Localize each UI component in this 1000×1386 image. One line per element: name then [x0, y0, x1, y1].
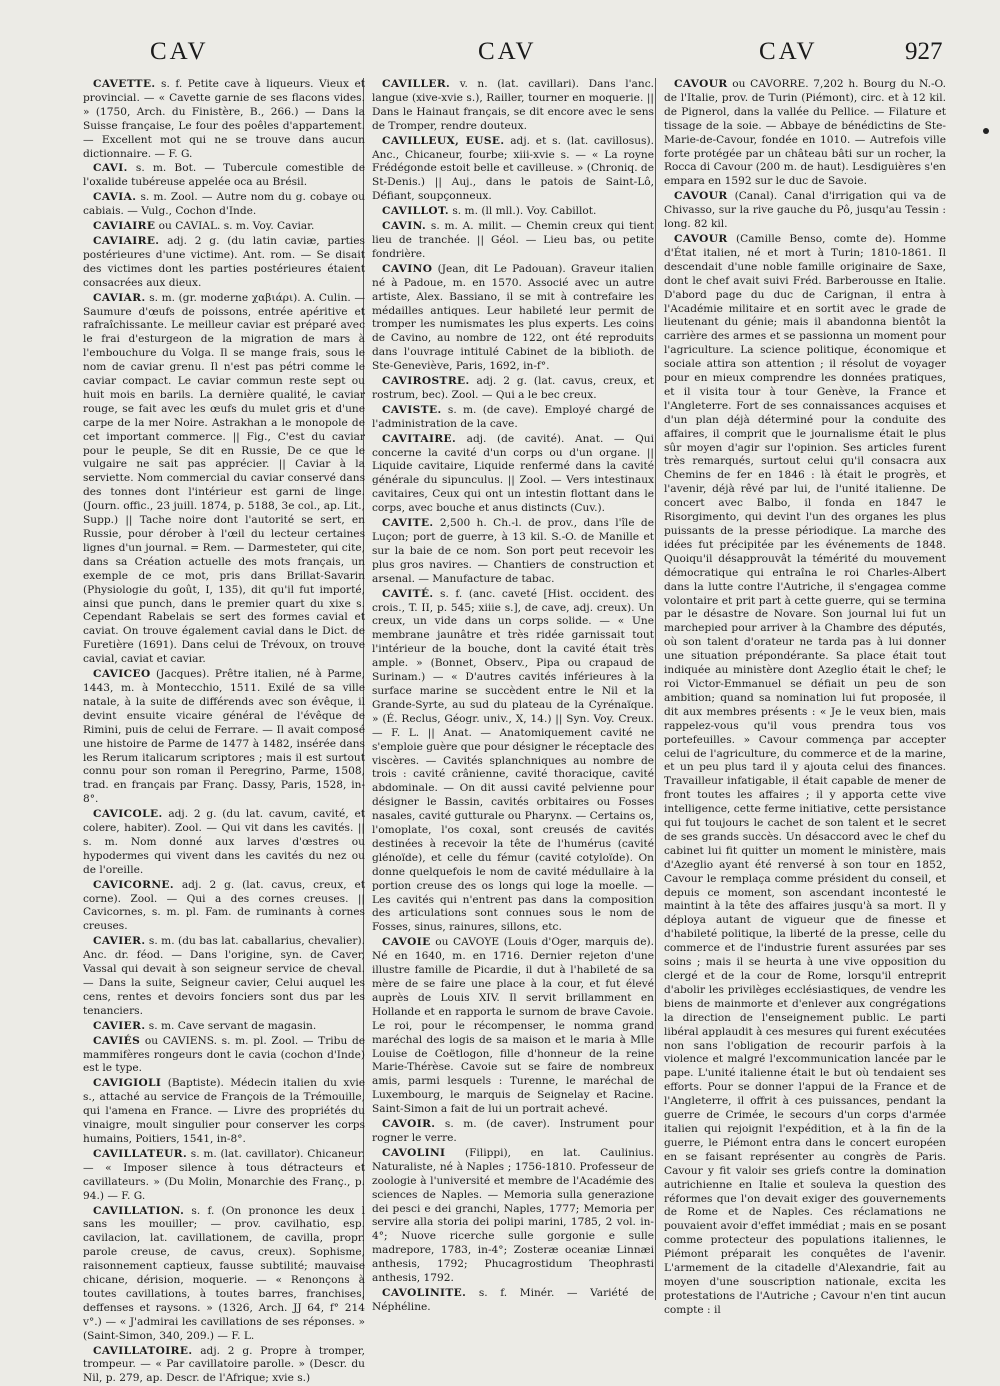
- entry-headword: CAVILLEUX, EUSE.: [382, 134, 505, 147]
- dictionary-entry: [83, 1148, 365, 1204]
- entry-definition: s. m. (de cave). Employé chargé de l'administration de la cave.: [372, 403, 654, 430]
- entry-definition: (Filippi), en lat. Caulinius. Naturaliste, né à Naples ; 1756-1810. Professeur de zoologie à l'université et membre de l'Académie des sciences de Naples. — Memoria sulla generazione dei pesci e dei granchi, Naples, 1777; Memoria per servire alla storia dei polipi marini, 1785, 2 vol. in-4°; Nuove ricerche sulle gorgonie e sulle madrepore, 1783, in-4°; Zosteræ oceaniæ Linnæi anthesis, 1792; Phucagrostidum Theophrasti anthesis, 1792.: [372, 1146, 654, 1285]
- running-header-center: CAV: [478, 38, 537, 65]
- entry-definition: ou CAVIENS. s. m. pl. Zool. — Tribu de mammifères rongeurs dont le cavia (cochon d'Inde) est le type.: [83, 1034, 365, 1075]
- entry-definition: (Canal). Canal d'irrigation qui va de Chivasso, sur la rive gauche du Pô, jusqu'au Tessin : long. 82 kil.: [664, 190, 946, 231]
- entry-definition: adj. 2 g. Propre à tromper, trompeur. — « Par cavillatoire parolle. » (Descr. du Nil, p. 279, ap. Descr. de l'Afrique; xvie s.): [83, 1344, 365, 1385]
- dictionary-entry: [83, 1035, 365, 1077]
- entry-headword: CAVIN.: [382, 220, 427, 233]
- entry-headword: CAVILLOT.: [382, 205, 449, 218]
- entry-definition: s. m. Zool. — Autre nom du g. cobaye ou cabiais. — Vulg., Cochon d'Inde.: [83, 191, 365, 218]
- entry-headword: CAVIA.: [93, 191, 137, 204]
- entry-headword: CAVOIE: [382, 936, 431, 949]
- dictionary-entry: [372, 936, 654, 1117]
- entry-definition: adj. 2 g. (lat. cavus, creux, et corne). Zool. — Qui a des cornes creuses. || Cavicornes, s. m. pl. Fam. de ruminants à cornes creuses.: [83, 878, 365, 933]
- entry-headword: CAVETTE.: [93, 78, 156, 90]
- entry-definition: adj. 2 g. (lat. cavus, creux, et rostrum, bec). Zool. — Qui a le bec creux.: [372, 375, 654, 401]
- dictionary-entry: [83, 1205, 365, 1344]
- dictionary-entry: [372, 78, 654, 134]
- column-2: [372, 78, 655, 1313]
- entry-headword: CAVITÉ.: [382, 587, 434, 600]
- dictionary-entry: [372, 404, 654, 432]
- entry-headword: CAVINO: [382, 262, 433, 275]
- dictionary-entry: [83, 1077, 365, 1147]
- entry-definition: adj. 2 g. (du lat. cavum, cavité, et colere, habiter). Zool. — Qui vit dans les cavités. || s. m. Nom donné aux larves d'œstres ou hypodermes qui vivent dans les cavités du nez ou de l'oreille.: [83, 808, 365, 876]
- entry-headword: CAVOIR.: [382, 1118, 436, 1131]
- entry-headword: CAVILLATOIRE.: [93, 1344, 193, 1357]
- entry-headword: CAVICORNE.: [93, 878, 174, 891]
- column-3: [664, 78, 946, 1316]
- entry-headword: CAVIÉS: [93, 1034, 141, 1047]
- column-divider: [655, 78, 656, 1300]
- entry-headword: CAVOLINI: [382, 1146, 446, 1159]
- dictionary-entry: [372, 205, 654, 219]
- dictionary-entry: [664, 190, 946, 232]
- entry-headword: CAVOUR: [674, 232, 728, 245]
- entry-headword: CAVI.: [93, 162, 128, 175]
- entry-definition: ou CAVIAL. s. m. Voy. Caviar.: [155, 220, 315, 233]
- dictionary-entry: [372, 1118, 654, 1146]
- entry-definition: ou CAVORRE. 7,202 h. Bourg du N.-O. de l'Italie, prov. de Turin (Piémont), circ. et à 12 kil. de Pignerol, dans la vallée du Pellice. — Filature et tissage de la soie. — Abbaye de bénédictins de Ste-Marie-de-Cavour, fondée en 1010. — Autrefois ville forte protégée par un château bâti sur un rocher, la Rocca di Cavour (200 m. de haut). Lesdiguières s'en empara en 1592 sur le duc de Savoie.: [664, 78, 946, 188]
- entry-headword: CAVIAR.: [93, 291, 146, 304]
- entry-definition: s. m. (de caver). Instrument pour rogner le verre.: [372, 1118, 654, 1144]
- entry-headword: CAVIROSTRE.: [382, 375, 470, 388]
- margin-dot: [983, 128, 989, 134]
- entry-headword: CAVIER.: [93, 935, 146, 948]
- entry-definition: s. f. (On prononce les deux l sans les mouiller; — prov. cavilhatio, esp. cavilacion, lat. cavillationem, de cavilla, propr. parole creuse, de cavus, creux). Sophisme, raisonnement captieux, fausse subtilité; mauvaise chicane, dérision, moquerie. — « Renonçons à toutes cavillations, à toutes barres, franchises, deffenses et raysons. » (1326, Arch. JJ 64, f° 214 v°.) — « J'admirai les cavillations de ses réponses. » (Saint-Simon, 340, 209.) — F. L.: [83, 1204, 365, 1342]
- entry-definition: (Jacques). Prêtre italien, né à Parme, 1443, m. à Montecchio, 1511. Exilé de sa ville natale, à la suite de différends avec son évêque, il devint ensuite vicaire général de l'évêque de Rimini, puis de celui de Ferrare. — Il avait composé une histoire de Parme de 1477 à 1482, insérée dans les Rerum italicarum scriptores ; mais il est surtout connu pour son roman il Peregrino, Parme, 1508, trad. en français par Franç. Dassy, Paris, 1528, in-8°.: [83, 668, 365, 806]
- entry-definition: adj. et s. (lat. cavillosus). Anc., Chicaneur, fourbe; xiii-xvie s. — « La royne Frédégonde estoit belle et cavilleuse. » (Chroniq. de St-Denis.) || Auj., dans le patois de Saint-Lô, Défiant, soupçonneux.: [372, 134, 654, 203]
- entry-definition: s. m. (ll mll.). Voy. Cabillot.: [449, 205, 597, 218]
- running-header-left: CAV: [150, 38, 209, 65]
- entry-headword: CAVOUR: [674, 190, 728, 203]
- entry-definition: v. n. (lat. cavillari). Dans l'anc. langue (xive-xvie s.), Railler, tourner en moquerie. || Dans le Hainaut français, se dit encore avec le sens de Tromper, rendre douteux.: [372, 78, 654, 132]
- entry-headword: CAVICOLE.: [93, 808, 163, 821]
- entry-definition: s. f. (anc. caveté [Hist. occident. des crois., T. II, p. 545; xiiie s.], de cave, adj. creux). Un creux, un vide dans un corps solide. — « Une membrane jaunâtre et très ridée garnissait tout l'intérieur de la bouche, dont la cavité était très ample. » (Bonnet, Observ., Pipa ou crapaud de Surinam.) — « D'autres cavités inférieures à la surface marine se succèdent entre le Nil et la Grande-Syrte, au sud du plateau de la Cyrénaïque. » (É. Reclus, Géogr. univ., X, 14.) || Syn. Voy. Creux. — F. L. || Anat. — Anatomiquement cavité ne s'emploie guère que pour désigner le réceptacle des viscères. — Cavités splanchniques au nombre de trois : cavité crânienne, cavité thoracique, cavité abdominale. — On dit aussi cavité pelvienne pour désigner le Bassin, cavités orbitaires ou Fosses nasales, cavité gutturale ou Pharynx. — Certains os, l'omoplate, l'os coxal, sont creusés de cavités destinées à recevoir la tête de l'humérus (cavité glénoïde), et celle du fémur (cavité cotyloïde). On donne quelquefois le nom de cavité médullaire à la portion creuse des os longs qui loge la moelle. — Les cavités qui n'entrent pas dans la composition des articulations sont connues sous le nom de Fosses, sinus, rainures, sillons, etc.: [372, 587, 655, 934]
- dictionary-entry: [83, 292, 365, 667]
- dictionary-entry: [83, 935, 365, 1018]
- entry-headword: CAVOLINITE.: [382, 1286, 467, 1299]
- dictionary-entry: [83, 235, 365, 291]
- entry-headword: CAVITAIRE.: [382, 432, 457, 445]
- dictionary-entry: [664, 233, 946, 1318]
- dictionary-entry: [664, 78, 946, 189]
- entry-definition: s. m. Bot. — Tubercule comestible de l'oxalide tubéreuse appelée oca au Brésil.: [83, 162, 365, 189]
- entry-definition: ou CAVOYE (Louis d'Oger, marquis de). Né en 1640, m. en 1716. Dernier rejeton d'une illustre famille de Picardie, il dut à l'habileté de sa mère de se faire une place à la cour, et fut élevé auprès de Louis XIV. Il servit brillamment en Hollande et en rapporta le surnom de brave Cavoie. Le roi, pour le récompenser, le nomma grand maréchal des logis de sa maison et le maria à Mlle Louise de Coëtlogon, fille d'honneur de la reine Marie-Thérèse. Cavoie sut se faire de nombreux amis, parmi lesquels : Turenne, le maréchal de Luxembourg, le marquis de Seignelay et Racine. Saint-Simon a fait de lui un portrait achevé.: [372, 936, 654, 1116]
- entry-definition: (Jean, dit Le Padouan). Graveur italien né à Padoue, m. en 1570. Associé avec un autre artiste, Alex. Bassiano, il se mit à contrefaire les médailles antiques. Leur habileté leur permit de tromper les numismates les plus experts. Les coins de Cavino, au nombre de 122, ont été reproduits dans l'ouvrage intitulé Cabinet de la biblioth. de Ste-Geneviève, Paris, 1692, in-f°.: [372, 262, 654, 373]
- entry-definition: s. m. A. milit. — Chemin creux qui tient lieu de tranchée. || Géol. — Lieu bas, ou petite fondrière.: [372, 220, 654, 260]
- entry-definition: s. m. (lat. cavillator). Chicaneur. — « Imposer silence à tous détracteurs et cavillateurs. » (Du Molin, Monarchie des Franç., p. 94.) — F. G.: [83, 1147, 365, 1202]
- entry-headword: CAVICEO: [93, 668, 151, 681]
- entry-headword: CAVIAIRE.: [93, 234, 160, 247]
- dictionary-entry: [83, 1020, 365, 1034]
- column-1: [83, 78, 365, 1385]
- dictionary-entry: [372, 517, 654, 587]
- dictionary-entry: [83, 191, 365, 219]
- dictionary-entry: [83, 668, 365, 807]
- dictionary-entry: [83, 879, 365, 935]
- dictionary-entry: [372, 135, 654, 205]
- entry-definition: s. m. Cave servant de magasin.: [145, 1019, 317, 1032]
- dictionary-entry: [83, 220, 365, 234]
- entry-definition: (Camille Benso, comte de). Homme d'État italien, né et mort à Turin; 1810-1861. Il descendait d'une noble famille originaire de Saxe, dont le chef avait suivi Fréd. Barberousse en Italie. D'abord page du duc de Carignan, il entra à l'Académie militaire et en sortit avec le grade de lieutenant du génie; mais il abandonna bientôt la carrière des armes et se passionna un moment pour l'agriculture. La science politique, économique et sociale attira son attention ; il résolut de voyager pour en mieux comprendre les données pratiques, et il visita tour à tour Genève, la France et l'Angleterre. Fort de ses connaissances acquises et d'un plan déjà déterminé pour la conduite des affaires, il comprit que le journalisme était le plus sûr moyen d'agir sur l'opinion. Ses articles furent très remarqués, surtout celui qu'il consacra aux Chemins de fer en 1846 : là était le progrès, et l'avenir, déjà rêvé par lui, de l'unité italienne. De concert avec Balbo, il fonda en 1847 le Risorgimento, qui devint l'un des organes les plus puissants de la presse périodique. La marche des idées fut précipitée par les événements de 1848. Quoiqu'il désapprouvât la témérité du mouvement démocratique qui entraîna le roi Charles-Albert dans la lutte contre l'Autriche, il s'engagea comme volontaire et prit part à cette guerre, qui se termina par le désastre de Novare. Son journal lui fut un marchepied pour arriver à la Chambre des députés, où son talent d'orateur ne tarda pas à lui donner une situation prépondérante. Sa place était tout indiquée au ministère dont Azeglio était le chef; le roi Victor-Emmanuel se défiait un peu de son ambition; quand sa nomination lui fut proposée, il dit aux membres présents : « Je le veux bien, mais rappelez-vous qu'il vous prendra tous vos portefeuilles. » Cavour commença par accepter celui de l'agriculture, du commerce et de la marine, et un peu plus tard il y ajouta celui des finances. Travailleur infatigable, il était capable de mener de front toutes les affaires ; il y apporta cette vive intelligence, cette ferme initiative, cette persistance qui fut toujours le cachet de son talent et le secret de ses grands succès. Un désaccord avec le chef du cabinet lui fit quitter un moment le ministère, mais d'Azeglio ayant été renversé à son tour en 1852, Cavour le remplaça comme président du conseil, et depuis ce moment, son ascendant incontesté le maintint à la tête des affaires jusqu'à sa mort. Il y déploya autant de vigueur que de finesse et d'habileté politique, la liberté de la presse, celle du commerce et de l'industrie furent assurées par ses soins ; mais il se heurta à une vive opposition du clergé et de la cour de Rome, lorsqu'il entreprit d'abolir les privilèges ecclésiastiques, de vendre les biens de mainmorte et d'enlever aux congrégations la direction de l'enseignement public. Le parti libéral applaudit à ces mesures qui furent exécutées non sans l'obligation de recourir parfois à la violence et malgré l'excommunication lancée par le pape. L'unité italienne était le but où tendaient ses efforts. Pour se donner l'appui de la France et de l'Angleterre, il offrit à ces puissances, pendant la guerre de Crimée, le secours d'un corps d'armée italien qui rejoignit l'expédition, et à la fin de la guerre, le Piémont entra dans le concert européen en se faisant représenter au congrès de Paris. Cavour y fit valoir ses griefs contre la domination autrichienne en Italie et souleva la question des réformes que l'on devait exiger des gouvernements de Rome et de Naples. Ces réclamations ne pouvaient avoir d'effet immédiat ; mais en se posant comme protecteur des populations italiennes, le Piémont préparait les conquêtes de l'avenir. L'armement de la citadelle d'Alexandrie, fait au moyen d'une souscription nationale, excita les protestations de l'Autriche ; Cavour n'en tint aucun compte : il: [664, 232, 946, 1316]
- dictionary-entry: [372, 220, 654, 262]
- entry-headword: CAVOUR: [674, 78, 728, 90]
- entry-definition: adj. 2 g. (du latin caviæ, parties postérieures d'une victime). Ant. rom. — Se disait des victimes dont les parties postérieures étaient consacrées aux dieux.: [83, 234, 365, 289]
- dictionary-entry: [372, 375, 654, 403]
- page-number: 927: [905, 38, 943, 65]
- dictionary-entry: [372, 1287, 654, 1315]
- entry-definition: s. f. Minér. — Variété de Néphéline.: [372, 1286, 654, 1313]
- entry-headword: CAVISTE.: [382, 403, 442, 416]
- entry-headword: CAVITE.: [382, 517, 434, 530]
- running-header-right: CAV: [759, 38, 818, 65]
- dictionary-entry: [83, 1345, 365, 1386]
- entry-headword: CAVIGIOLI: [93, 1077, 162, 1090]
- dictionary-entry: [372, 263, 654, 374]
- entry-headword: CAVILLATION.: [93, 1204, 185, 1217]
- entry-definition: s. m. (gr. moderne χαβιάρι). A. Culin. — Saumure d'œufs de poissons, entrée apéritive et rafraîchissante. Le meilleur caviar est préparé avec le frai d'esturgeon de la migration de mars à l'embouchure du Volga. Il se mange frais, sous le nom de caviar grenu. Il n'est pas pétri comme le caviar compact. Le caviar commun reste sept ou huit mois en barils. La dernière qualité, le caviar rouge, se fait avec les œufs du mulet gris et d'une carpe de la mer Noire. Astrakhan a le monopole de cet important commerce. || Fig., C'est du caviar pour le peuple, Se dit en Russie, De ce que le vulgaire ne sait pas apprécier. || Caviar à la serviette. Nom commercial du caviar conservé dans des tonnes dont l'intérieur est garni de linge. (Journ. offic., 23 juill. 1874, p. 5188, 3e col., ap. Lit., Supp.) || Tache noire dont l'autorité se sert, en Russie, pour dérober à l'œil du lecteur certaines lignes d'un journal. = Rem. — Darmesteter, qui cite, dans sa Création actuelle des mots français, un exemple de ce mot, pris dans Brillat-Savarin (Physiologie du goût, I, 135), dit qu'il fut importé, ainsi que punch, dans le premier quart du xixe s. Cependant Rabelais se sert des formes cavial et caviat. On trouve également cavial dans le Dict. de Furetière (1691). Dans celui de Trévoux, on trouve cavial, caviat et caviar.: [83, 291, 365, 666]
- entry-headword: CAVIER.: [93, 1019, 146, 1032]
- entry-headword: CAVILLER.: [382, 78, 451, 90]
- entry-definition: s. m. (du bas lat. caballarius, chevalier). Anc. dr. féod. — Dans l'origine, syn. de Caver, Vassal qui devait à son seigneur service de cheval. — Dans la suite, Seigneur cavier, Celui auquel les cens, rentes et devoirs fonciers sont dus par les tenanciers.: [83, 935, 365, 1017]
- dictionary-entry: [372, 588, 654, 936]
- dictionary-entry: [83, 78, 365, 161]
- dictionary-entry: [83, 808, 365, 878]
- entry-definition: 2,500 h. Ch.-l. de prov., dans l'île de Luçon; port de guerre, à 13 kil. S.-O. de Manille et sur la baie de ce nom. Son port peut recevoir les plus gros navires. — Chantiers de construction et arsenal. — Manufacture de tabac.: [372, 517, 654, 585]
- dictionary-entry: [372, 433, 654, 516]
- dictionary-entry: [372, 1147, 654, 1286]
- dictionary-entry: [83, 162, 365, 190]
- entry-headword: CAVILLATEUR.: [93, 1147, 188, 1160]
- entry-definition: adj. (de cavité). Anat. — Qui concerne la cavité d'un corps ou d'un organe. || Liquide cavitaire, Liquide renfermé dans la cavité générale du sipunculus. || Zool. — Vers intestinaux cavitaires, Ceux qui ont un intestin flottant dans le corps, avec bouche et anus distincts (Cuv.).: [372, 432, 654, 515]
- entry-headword: CAVIAIRE: [93, 220, 156, 233]
- entry-definition: (Baptiste). Médecin italien du xvie s., attaché au service de François de la Trémouille, qui l'amena en France. — Livre des propriétés du vinaigre, moult singulier pour conserver les corps humains, Poitiers, 1541, in-8°.: [83, 1077, 365, 1145]
- entry-definition: s. f. Petite cave à liqueurs. Vieux et provincial. — « Cavette garnie de ses flacons vides. » (1750, Arch. du Finistère, B., 266.) — Dans la Suisse française, Le four des poêles d'appartement. — Excellent mot qui ne se trouve dans aucun dictionnaire. — F. G.: [83, 78, 365, 160]
